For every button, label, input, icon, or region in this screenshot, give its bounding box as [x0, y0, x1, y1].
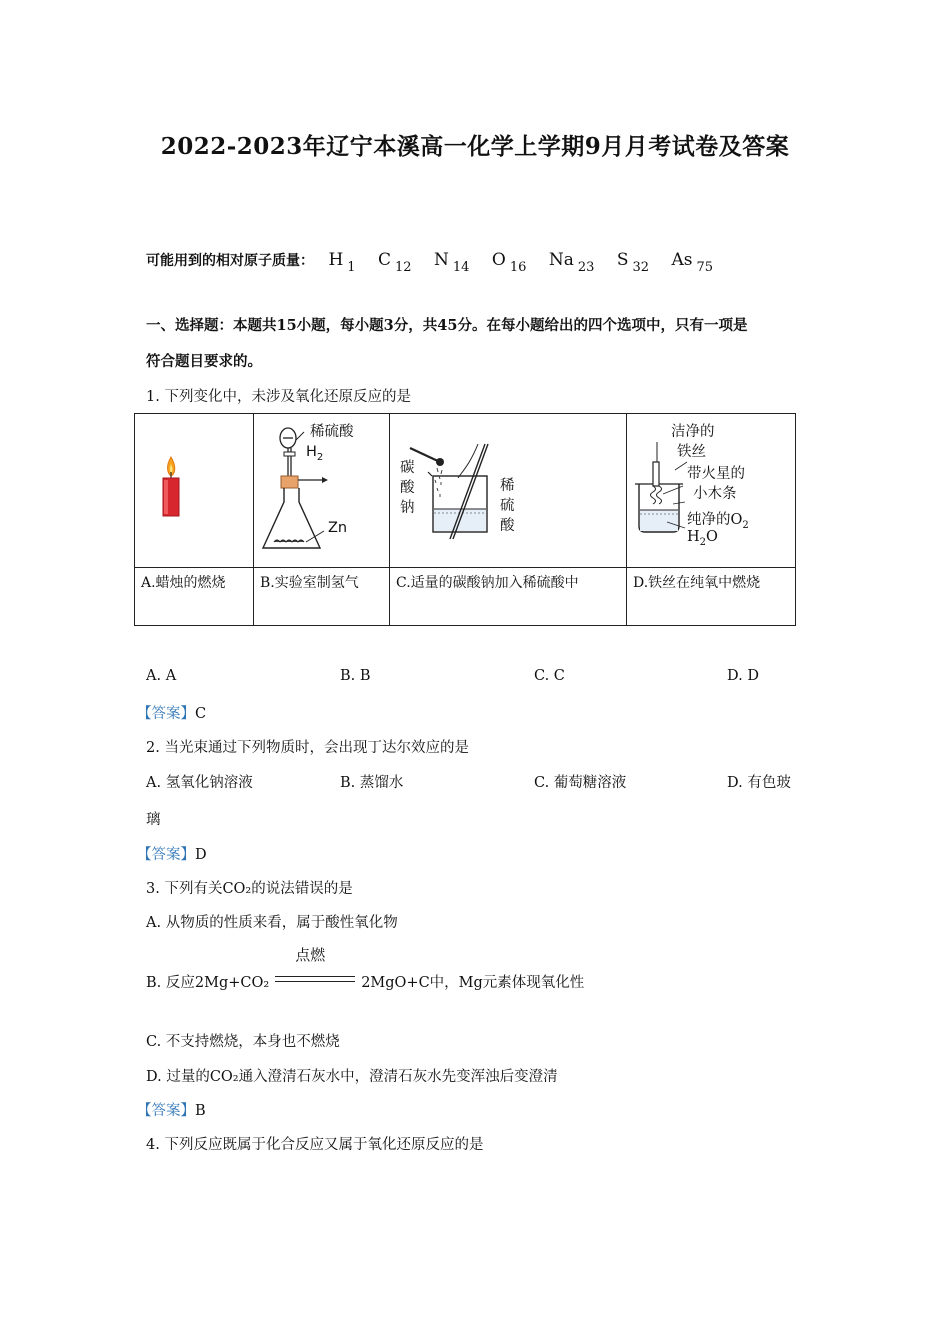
label-dilute-sulfuric-acid-c: 稀 硫 酸	[500, 478, 515, 534]
q3-option-d: D. 过量的CO₂通入澄清石灰水中，澄清石灰水先变浑浊后变澄清	[146, 1069, 558, 1085]
q3-option-a: A. 从物质的性质来看，属于酸性氧化物	[146, 915, 398, 931]
q2-option-b: B. 蒸馏水	[340, 775, 404, 791]
element-symbol: H	[328, 250, 344, 270]
section-heading: 一、选择题：本题共15小题，每小题3分，共45分。在每小题给出的四个选项中，只有一项是	[146, 317, 748, 334]
figure-a-cell	[135, 414, 254, 568]
sodium-carbonate-acid-figure	[390, 414, 626, 567]
caption-d: D.铁丝在纯氧中燃烧	[627, 568, 796, 626]
label-hydrogen-gas: $H_2$	[306, 444, 324, 463]
q2-option-a: A. 氢氧化钠溶液	[146, 775, 253, 791]
q1-option-b: B. B	[340, 668, 371, 684]
figure-d-cell	[627, 414, 796, 568]
atomic-mass-label: 可能用到的相对原子质量：	[146, 253, 314, 269]
element-symbol: N	[434, 250, 449, 270]
iron-wire-oxygen-figure	[627, 414, 795, 567]
label-water: $H_2O$	[687, 529, 718, 548]
element-symbol: Na	[548, 250, 574, 270]
figure-b-cell	[254, 414, 390, 568]
q1-option-a: A. A	[146, 668, 177, 684]
element-symbol: O	[491, 250, 506, 270]
question-4-stem: 4. 下列反应既属于化合反应又属于氧化还原反应的是	[146, 1137, 484, 1153]
element-mass: 16	[509, 260, 527, 275]
reaction-arrow: 点燃	[275, 974, 355, 992]
q2-option-d-wrap: 璃	[146, 812, 161, 828]
question-1-stem: 1. 下列变化中，未涉及氧化还原反应的是	[146, 389, 411, 405]
q1-option-c: C. C	[534, 668, 565, 684]
page-title: 2022-2023年辽宁本溪高一化学上学期9月月考试卷及答案	[160, 133, 790, 160]
q1-option-d: D. D	[727, 668, 759, 684]
element-symbol: S	[616, 250, 629, 270]
label-dilute-sulfuric-acid: 稀硫酸	[310, 424, 354, 440]
element-symbol: C	[378, 250, 392, 270]
label-pure-oxygen: 纯净的$O_2$	[687, 512, 749, 531]
atomic-mass-line	[146, 250, 725, 275]
q2-answer: 【答案】D	[137, 847, 207, 863]
element-mass: 14	[452, 260, 470, 275]
element-mass: 23	[577, 260, 595, 275]
figure-c-cell	[390, 414, 627, 568]
label-glowing-stick: 带火星的 小木条	[687, 466, 745, 502]
q3-option-b: B. 反应2Mg+CO₂ 点燃 2MgO+C中，Mg元素体现氧化性	[146, 946, 585, 991]
element-mass: 1	[347, 260, 356, 275]
label-sodium-carbonate: 碳 酸 钠	[400, 460, 415, 516]
question-2-stem: 2. 当光束通过下列物质时，会出现丁达尔效应的是	[146, 740, 469, 756]
caption-a: A.蜡烛的燃烧	[135, 568, 254, 626]
caption-c: C.适量的碳酸钠加入稀硫酸中	[390, 568, 627, 626]
element-mass: 32	[632, 260, 650, 275]
hydrogen-apparatus-figure	[254, 414, 389, 567]
candle-figure	[135, 414, 253, 567]
q3-answer: 【答案】B	[137, 1103, 206, 1119]
element-mass: 12	[395, 260, 412, 275]
q3-option-c: C. 不支持燃烧，本身也不燃烧	[146, 1034, 340, 1050]
element-symbol: As	[671, 250, 693, 270]
question-1-figure-table	[134, 413, 796, 626]
q1-answer: 【答案】C	[137, 706, 207, 722]
label-clean-iron-wire: 洁净的 铁丝	[671, 424, 715, 460]
q2-option-d: D. 有色玻	[727, 775, 791, 791]
label-zinc: Zn	[328, 520, 348, 536]
element-mass: 75	[696, 260, 714, 275]
q2-option-c: C. 葡萄糖溶液	[534, 775, 627, 791]
question-3-stem: 3. 下列有关CO₂的说法错误的是	[146, 881, 353, 897]
caption-b: B.实验室制氢气	[254, 568, 390, 626]
section-heading-cont: 符合题目要求的。	[146, 353, 262, 370]
